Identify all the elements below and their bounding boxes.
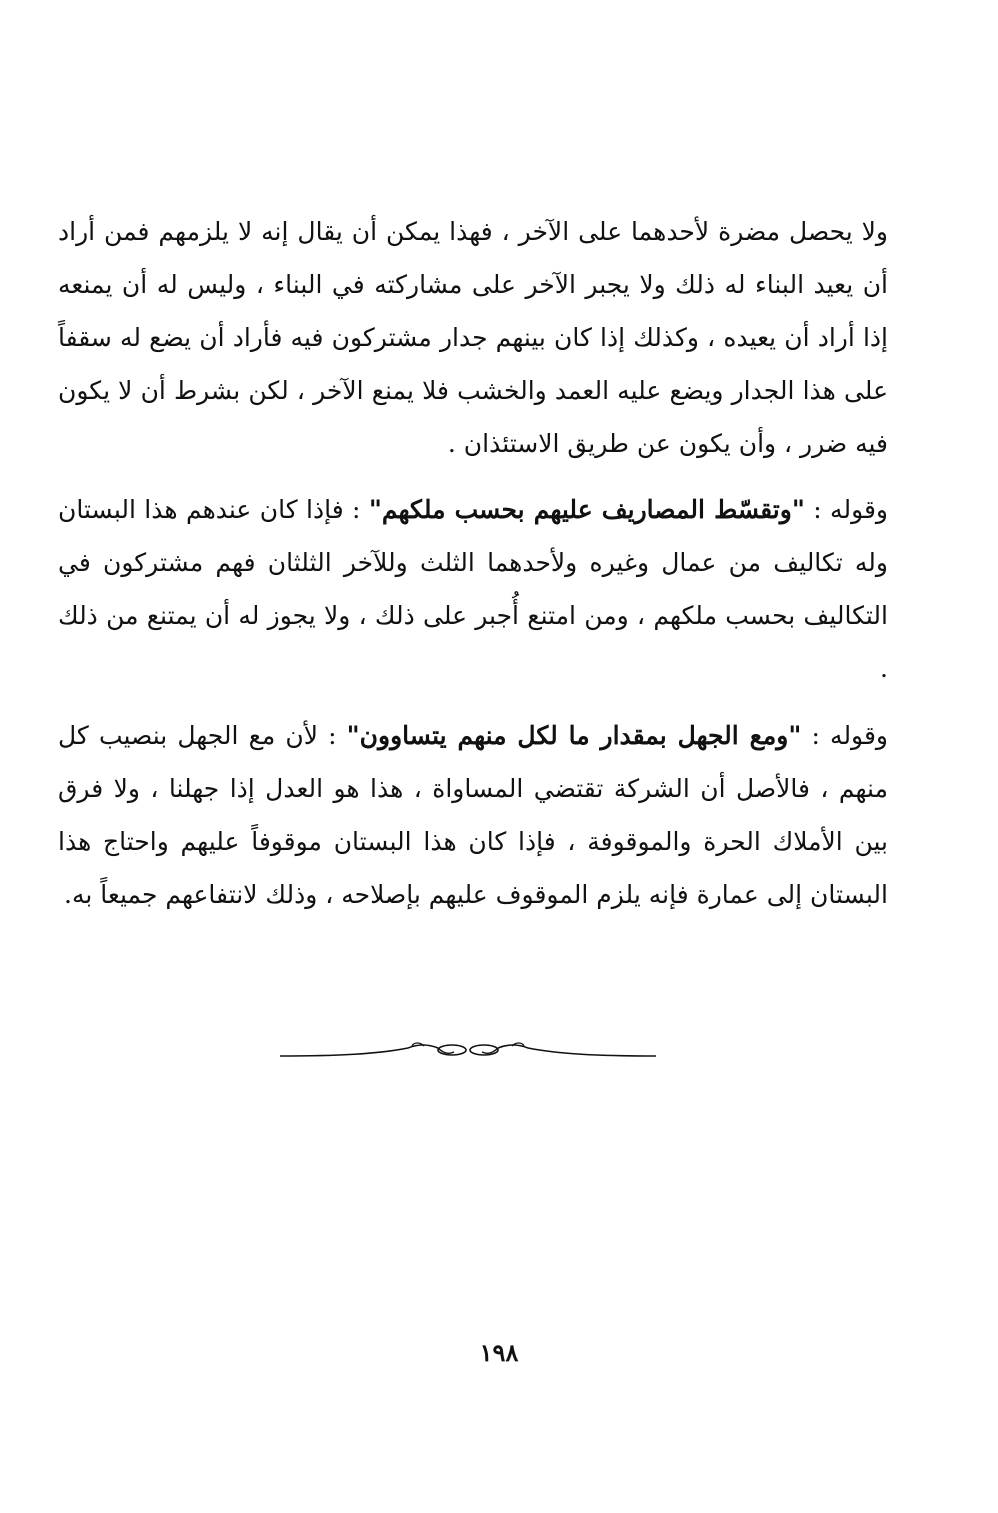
paragraph-3-quote: "ومع الجهل بمقدار ما لكل منهم يتساوون" — [346, 721, 802, 750]
paragraph-2-quote: "وتقسّط المصاريف عليهم بحسب ملكهم" — [368, 495, 805, 524]
paragraph-1-text: ولا يحصل مضرة لأحدهما على الآخر ، فهذا يمكن أن يقال إنه لا يلزمهم فمن أراد أن يعيد البناء له ذلك ولا يجبر الآخر على مشاركته في البناء ، وليس له أن يمنعه إذا أراد أن يعيده ، وكذلك إذا كان بينهم جدار مشتركون فيه فأراد أن يضع له سقفاً على هذا الجدار ويضع عليه العمد والخشب فلا يمنع الآخر ، لكن بشرط أن لا يكون فيه ضرر ، وأن يكون عن طريق الاستئذان . — [58, 217, 888, 458]
paragraph-3 — [58, 709, 888, 921]
paragraph-2 — [58, 483, 888, 695]
paragraph-2-lead: وقوله : — [804, 495, 889, 524]
paragraph-2-rest: : فإذا كان عندهم هذا البستان وله تكاليف من عمال وغيره ولأحدهما الثلث وللآخر الثلثان فهم مشتركون في التكاليف بحسب ملكهم ، ومن امتنع أُجبر على ذلك ، ولا يجوز له أن يمتنع من ذلك . — [58, 495, 888, 683]
flourish-divider-icon — [278, 1038, 658, 1064]
paragraph-3-rest: : لأن مع الجهل بنصيب كل منهم ، فالأصل أن الشركة تقتضي المساواة ، هذا هو العدل إذا جهلنا ، ولا فرق بين الأملاك الحرة والموقوفة ، فإذا كان هذا البستان موقوفاً عليهم واحتاج هذا البستان إلى عمارة فإنه يلزم الموقوف عليهم بإصلاحه ، وذلك لانتفاعهم جميعاً به. — [58, 721, 888, 909]
paragraph-3-lead: وقوله : — [801, 721, 889, 750]
paragraph-1 — [58, 205, 888, 470]
page-number: ١٩٨ — [479, 1338, 519, 1367]
